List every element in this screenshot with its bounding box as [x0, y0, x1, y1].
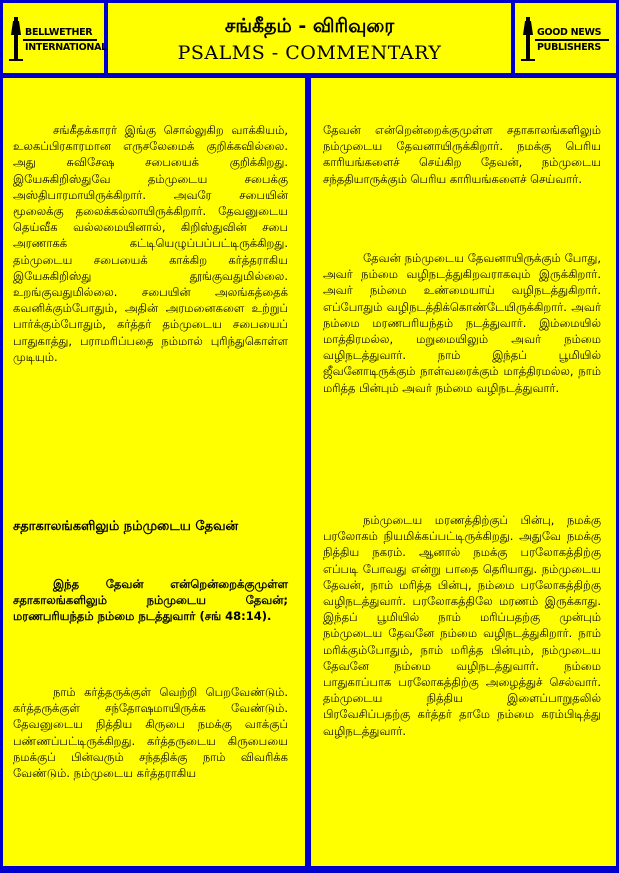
- left-paragraph-1: சங்கீதக்காரர் இங்கு சொல்லுகிற வாக்கியம், உலகப்பிரகாரமான எருசலேமைக் குறிக்கவில்லை. அது சுவிசேஷ சபையைக் குறிக்கிறது. இயேசுகிறிஸ்துவே தம்முடைய சபைக்கு அஸ்திபாரமாயிருக்கிறார். அவரே சபையின் மூலைக்கு தலைக்கல்லாயிருக்கிறார். தேவனுடைய தெய்வீக வல்லமையினால், கிறிஸ்துவின் சபை அரணாகக் கட்டியெழுப்பப்பட்டிருக்கிறது. தம்முடைய சபையைக் காக்கிற கர்த்தராகிய இயேசுகிறிஸ்து தூங்குவதுமில்லை. உறங்குவதுமில்லை. சபையின் அலங்கத்தைக் கவனிக்கும்போதும், அதின் அரமனைகளை உற்றுப் பார்க்கும்போதும், கர்த்தர் தம்முடைய சபையைப் பாதுகாத்து, பராமரிப்பதை நம்மால் புரிந்துகொள்ள முடியும்.: [13, 123, 288, 364]
- bell-figure-icon: [9, 15, 23, 61]
- right-paragraph-1: தேவன் என்றென்றைக்குமுள்ள சதாகாலங்களிலும் நம்முடைய தேவனாயிருக்கிறார். நமக்கு பெரிய காரியங்களைச் செய்கிற தேவன், நம்முடைய சந்ததியாருக்கும் பெரிய காரியங்களைச் செய்வார்.: [323, 123, 601, 186]
- left-logo-line2: INTERNATIONAL: [25, 42, 107, 53]
- bell-figure-icon: [521, 15, 535, 61]
- left-logo-box: [3, 3, 107, 73]
- bellwether-logo: [9, 13, 107, 65]
- right-logo-line1: GOOD NEWS: [537, 27, 602, 38]
- title-box: [108, 3, 511, 73]
- section-heading: சதாகாலங்களிலும் நம்முடைய தேவன்: [13, 519, 239, 534]
- right-logo-box: [515, 3, 616, 73]
- verse-quote: இந்த தேவன் என்றென்றைக்குமுள்ள சதாகாலங்களிலும் நம்முடைய தேவன்; மரணபரியந்தம் நம்மை நடத்துவார் (சங் 48:14).: [13, 577, 288, 624]
- title-tamil: சங்கீதம் - விரிவுரை: [224, 15, 395, 37]
- right-paragraph-3: நம்முடைய மரணத்திற்குப் பின்பு, நமக்கு பரலோகம் நியமிக்கப்பட்டிருக்கிறது. அதுவே நமக்கு நித்திய நகரம். ஆனால் நமக்கு பரலோகத்திற்கு எப்படி போவது என்று பாதை தெரியாது. நம்முடைய தேவன், நாம் மரித்த பின்பு, நம்மை பரலோகத்திற்கு வழிநடத்துவார். பரலோகத்திலே மரணம் இருக்காது. இந்தப் பூமியில் நாம் மரிப்பதற்கு முன்பும் நம்முடைய தேவனே நம்மை வழிநடத்துகிறார். நாம் மரிக்கும்போதும், நாம் மரித்த பின்பும், நம்முடைய தேவனே நம்மை வழிநடத்துவார். நம்மை பாதுகாப்பாக பரலோகத்திற்கு அழைத்துச் செல்வார். தம்முடைய நித்திய இளைப்பாறுதலில் பிரவேசிப்பதற்கு கர்த்தர் தாமே நம்மை கரம்பிடித்து வழிநடத்துவார்.: [323, 513, 601, 738]
- right-paragraph-2: தேவன் நம்முடைய தேவனாயிருக்கும் போது, அவர் நம்மை வழிநடத்துகிறவராகவும் இருக்கிறார். அவர் நம்மை உண்மையாய் வழிநடத்துகிறார். எப்போதும் வழிநடத்திக்கொண்டேயிருக்கிறார். அவர் நம்மை மரணபரியந்தம் நடத்துவார். இம்மையில் மாத்திரமல்ல, மறுமையிலும் அவர் நம்மை வழிநடத்துவார். நாம் இந்தப் பூமியில் ஜீவனோடிருக்கும் நாள்வரைக்கும் மாத்திரமல்ல, நாம் மரித்த பின்பும் அவர் நம்மை வழிநடத்துவார்.: [323, 251, 601, 395]
- right-column: [311, 78, 616, 866]
- left-logo-line1: BELLWETHER: [25, 27, 93, 38]
- good-news-logo: [521, 13, 609, 65]
- left-paragraph-2: நாம் கர்த்தருக்குள் வெற்றி பெறவேண்டும். கர்த்தருக்குள் சந்தோஷமாயிருக்க வேண்டும். தேவனுடைய நித்திய கிருபை நமக்கு வாக்குப் பண்ணப்பட்டிருக்கிறது. கர்த்தருடைய கிருபையை நமக்குப் பின்வரும் சந்ததிக்கு நாம் விவரிக்க வேண்டும். நம்முடைய கர்த்தராகிய: [13, 685, 288, 781]
- right-logo-line2: PUBLISHERS: [537, 42, 601, 53]
- left-column: [3, 78, 305, 866]
- title-english: PSALMS - COMMENTARY: [177, 42, 442, 64]
